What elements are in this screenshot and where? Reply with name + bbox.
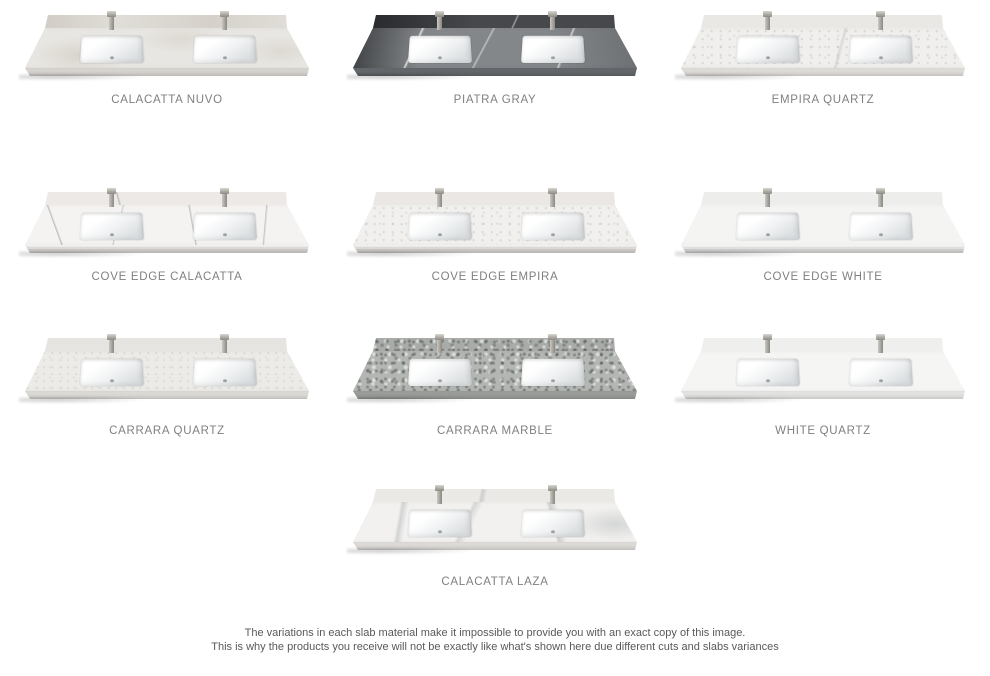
countertop-front-edge: [345, 245, 645, 253]
drain-icon: [438, 233, 442, 236]
countertop-surface: [673, 28, 973, 68]
product-label: CARRARA MARBLE: [437, 425, 553, 437]
faucet-icon: [437, 335, 442, 353]
backsplash: [45, 338, 287, 351]
drain-icon: [766, 379, 770, 382]
vanity-top-image: [17, 15, 317, 81]
sink-basin: [736, 213, 800, 240]
countertop-surface: [345, 28, 645, 68]
product-label: COVE EDGE WHITE: [763, 271, 883, 283]
vanity-top-image: [673, 15, 973, 81]
product-card-calacatta-nuvo: [17, 15, 317, 106]
sink-basin: [736, 359, 800, 386]
vanity-top-image: [345, 338, 645, 404]
faucet-icon: [437, 12, 442, 30]
countertop-surface: [17, 28, 317, 68]
drain-icon: [223, 233, 227, 236]
disclaimer-line-2: This is why the products you receive will not be exactly like what's shown here due different cuts and slabs variances: [211, 641, 779, 653]
backsplash: [373, 489, 615, 502]
faucet-icon: [765, 335, 770, 353]
backsplash: [45, 192, 287, 205]
sink-basin: [521, 510, 585, 537]
faucet-icon: [109, 335, 114, 353]
faucet-icon: [878, 335, 883, 353]
countertop-surface: [345, 205, 645, 245]
faucet-icon: [878, 189, 883, 207]
sink-basin: [80, 359, 144, 386]
faucet-icon: [878, 12, 883, 30]
drain-icon: [110, 379, 114, 382]
drain-icon: [223, 379, 227, 382]
vanity-top-image: [17, 338, 317, 404]
product-card-white-quartz: [673, 338, 973, 437]
faucet-icon: [765, 189, 770, 207]
countertop-front-edge: [17, 68, 317, 76]
sink-basin: [849, 213, 913, 240]
drain-icon: [551, 530, 555, 533]
sink-basin: [408, 213, 472, 240]
vanity-top-image: [345, 15, 645, 81]
drain-icon: [110, 56, 114, 59]
countertop-surface: [673, 351, 973, 391]
product-card-cove-edge-white: [673, 192, 973, 283]
countertop-surface: [17, 351, 317, 391]
product-card-calacatta-laza: [345, 489, 645, 588]
backsplash: [701, 15, 943, 28]
backsplash: [45, 15, 287, 28]
countertop-surface: [673, 205, 973, 245]
countertop-front-edge: [17, 391, 317, 399]
sink-basin: [193, 359, 257, 386]
sink-basin: [521, 36, 585, 63]
product-label: CARRARA QUARTZ: [109, 425, 225, 437]
product-label: WHITE QUARTZ: [775, 425, 871, 437]
faucet-icon: [109, 12, 114, 30]
disclaimer-line-1: The variations in each slab material make it impossible to provide you with an exact copy of this image.: [244, 627, 746, 639]
faucet-icon: [550, 335, 555, 353]
sink-basin: [408, 36, 472, 63]
drain-icon: [438, 530, 442, 533]
vanity-top-image: [673, 192, 973, 258]
faucet-icon: [222, 12, 227, 30]
sink-basin: [80, 213, 144, 240]
countertop-front-edge: [673, 391, 973, 399]
product-label: CALACATTA LAZA: [441, 576, 549, 588]
faucet-icon: [437, 189, 442, 207]
backsplash: [373, 15, 615, 28]
drain-icon: [766, 233, 770, 236]
sink-basin: [521, 359, 585, 386]
backsplash: [701, 192, 943, 205]
backsplash: [701, 338, 943, 351]
drain-icon: [110, 233, 114, 236]
drain-icon: [879, 379, 883, 382]
product-label: CALACATTA NUVO: [111, 94, 223, 106]
product-card-cove-edge-empira: [345, 192, 645, 283]
vanity-top-image: [345, 192, 645, 258]
sink-basin: [408, 510, 472, 537]
sink-basin: [80, 36, 144, 63]
backsplash: [373, 338, 615, 351]
product-label: EMPIRA QUARTZ: [771, 94, 875, 106]
product-card-piatra-gray: [345, 15, 645, 106]
product-card-empira-quartz: [673, 15, 973, 106]
sink-basin: [736, 36, 800, 63]
faucet-icon: [550, 486, 555, 504]
countertop-front-edge: [673, 245, 973, 253]
faucet-icon: [765, 12, 770, 30]
sink-basin: [521, 213, 585, 240]
countertop-surface: [345, 502, 645, 542]
product-card-carrara-quartz: [17, 338, 317, 437]
drain-icon: [223, 56, 227, 59]
sink-basin: [849, 36, 913, 63]
drain-icon: [551, 56, 555, 59]
disclaimer: [0, 626, 990, 654]
drain-icon: [879, 233, 883, 236]
product-label: COVE EDGE EMPIRA: [431, 271, 559, 283]
vanity-top-image: [17, 192, 317, 258]
drain-icon: [438, 56, 442, 59]
drain-icon: [551, 379, 555, 382]
countertop-front-edge: [345, 542, 645, 550]
vanity-top-image: [673, 338, 973, 404]
faucet-icon: [550, 12, 555, 30]
faucet-icon: [222, 335, 227, 353]
sink-basin: [849, 359, 913, 386]
countertop-front-edge: [673, 68, 973, 76]
sink-basin: [193, 36, 257, 63]
faucet-icon: [109, 189, 114, 207]
faucet-icon: [222, 189, 227, 207]
faucet-icon: [550, 189, 555, 207]
backsplash: [373, 192, 615, 205]
vanity-top-image: [345, 489, 645, 555]
sink-basin: [408, 359, 472, 386]
product-label: PIATRA GRAY: [453, 94, 537, 106]
product-card-cove-edge-calacatta: [17, 192, 317, 283]
product-card-carrara-marble: [345, 338, 645, 437]
product-label: COVE EDGE CALACATTA: [91, 271, 243, 283]
countertop-front-edge: [345, 68, 645, 76]
drain-icon: [551, 233, 555, 236]
countertop-front-edge: [345, 391, 645, 399]
drain-icon: [438, 379, 442, 382]
sink-basin: [193, 213, 257, 240]
countertop-surface: [345, 351, 645, 391]
countertop-surface: [17, 205, 317, 245]
countertop-front-edge: [17, 245, 317, 253]
drain-icon: [766, 56, 770, 59]
drain-icon: [879, 56, 883, 59]
faucet-icon: [437, 486, 442, 504]
